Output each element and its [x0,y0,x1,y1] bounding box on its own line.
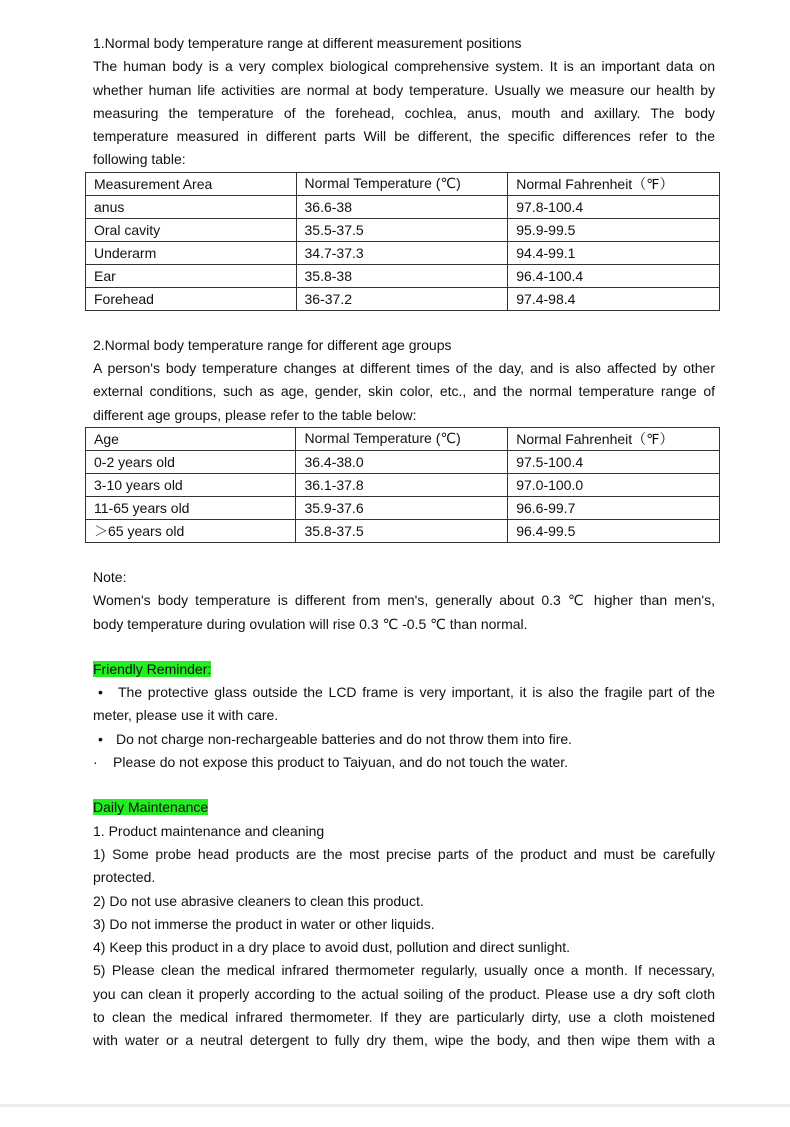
table-header-cell: Normal Fahrenheit（℉） [508,427,720,450]
table-cell: 35.5-37.5 [296,218,508,241]
table-cell: 36-37.2 [296,287,508,310]
reminder-item-3 [93,751,715,774]
section2-heading: 2.Normal body temperature range for different age groups [93,336,452,353]
maintenance-item-5-1: 5) Please clean the medical infrared thermometer regularly, usually once a month. If necessary, [93,962,715,979]
section2-intro-last: different age groups, please refer to the table below: [93,406,417,423]
table-cell: 35.8-38 [296,264,508,287]
maintenance-item-5-2: you can clean it properly according to the actual soiling of the product. Please use a dry soft cloth [93,985,715,1002]
age-group-table [85,427,720,543]
table-cell: 35.8-37.5 [296,519,508,542]
document-page [93,32,715,1053]
table-cell: 36.4-38.0 [296,450,508,473]
note-label: Note: [93,568,127,585]
table-header-cell: Measurement Area [86,172,297,195]
reminder-item-1-text: The protective glass outside the LCD frame is very important, it is also the fragile part of the [118,684,715,701]
table-row [86,450,720,473]
note-line-1: Women's body temperature is different from men's, generally about 0.3 ℃ higher than men's, [93,592,715,609]
section1-intro-last: following table: [93,151,186,168]
table-cell: anus [86,195,297,218]
table-cell: ＞65 years old [86,519,296,542]
reminder-item-1-cont: meter, please use it with care. [93,707,279,724]
table-cell: 96.4-99.5 [508,519,720,542]
table-row [86,519,720,542]
reminder-item-1 [93,681,715,704]
table-cell: 0-2 years old [86,450,296,473]
reminder-item-2-text: Do not charge non-rechargeable batteries and do not throw them into fire. [116,730,573,747]
maintenance-item-1-cont: protected. [93,869,156,886]
table-row [86,287,720,310]
table-cell: 97.0-100.0 [508,473,720,496]
note-line-2: body temperature during ovulation will rise 0.3 ℃ -0.5 ℃ than normal. [93,615,528,632]
table-cell: Ear [86,264,297,287]
friendly-reminder-title: Friendly Reminder: [93,660,212,677]
section2-intro-2: external conditions, such as age, gender, skin color, etc., and the normal temperature range of [93,383,715,400]
table-row [86,264,720,287]
maintenance-item-2: 2) Do not use abrasive cleaners to clean this product. [93,892,424,909]
table-row [86,218,720,241]
table-cell: 96.6-99.7 [508,496,720,519]
measurement-area-table [85,172,720,311]
section1-intro-4: temperature measured in different parts Will be different, the specific differences refer to the [93,128,715,145]
table-cell: 95.9-99.5 [508,218,720,241]
table-row [86,496,720,519]
maintenance-item-4: 4) Keep this product in a dry place to avoid dust, pollution and direct sunlight. [93,939,571,956]
section1-intro-2: whether human life activities are normal at body temperature. Usually we measure our health by [93,81,715,98]
table-cell: 36.6-38 [296,195,508,218]
table-cell: Underarm [86,241,297,264]
table-header-cell: Age [86,427,296,450]
reminder-item-2 [93,728,715,751]
table-row [86,241,720,264]
maintenance-item-3: 3) Do not immerse the product in water or other liquids. [93,915,435,932]
table-header-row [86,427,720,450]
bullet-icon: • [98,684,103,701]
table-cell: 97.5-100.4 [508,450,720,473]
section1-heading: 1.Normal body temperature range at different measurement positions [93,35,522,51]
table-row [86,195,720,218]
daily-maintenance-title: Daily Maintenance [93,799,209,816]
table-cell: 11-65 years old [86,496,296,519]
section1-intro-1: The human body is a very complex biological comprehensive system. It is an important data on [93,58,715,75]
maintenance-item-1: 1) Some probe head products are the most precise parts of the product and must be carefully [93,845,715,862]
table-header-row [86,172,720,195]
table-header-cell: Normal Temperature (℃) [296,427,508,450]
maintenance-item-5-4: with water or a neutral detergent to fully dry them, wipe the body, and then wipe them with a [93,1032,715,1049]
bullet-icon: • [98,730,103,747]
table-header-cell: Normal Temperature (℃) [296,172,508,195]
table-cell: 34.7-37.3 [296,241,508,264]
table-cell: 94.4-99.1 [508,241,720,264]
table-header-cell: Normal Fahrenheit（℉） [508,172,720,195]
section2-intro-1: A person's body temperature changes at different times of the day, and is also affected by other [93,360,715,377]
table-cell: Oral cavity [86,218,297,241]
reminder-item-3-text: Please do not expose this product to Taiyuan, and do not touch the water. [113,754,569,771]
table-cell: 36.1-37.8 [296,473,508,496]
maintenance-item-5-3: to clean the medical infrared thermometer. If they are particularly dirty, use a cloth moistened [93,1009,715,1026]
footer-divider [0,1104,790,1107]
table-cell: 97.8-100.4 [508,195,720,218]
table-cell: Forehead [86,287,297,310]
table-cell: 96.4-100.4 [508,264,720,287]
section1-intro-3: measuring the temperature of the forehead, cochlea, anus, mouth and axillary. The body [93,104,715,121]
table-row [86,473,720,496]
maintenance-subheading: 1. Product maintenance and cleaning [93,822,325,839]
bullet-icon: · [93,754,98,771]
table-cell: 3-10 years old [86,473,296,496]
table-cell: 35.9-37.6 [296,496,508,519]
table-cell: 97.4-98.4 [508,287,720,310]
